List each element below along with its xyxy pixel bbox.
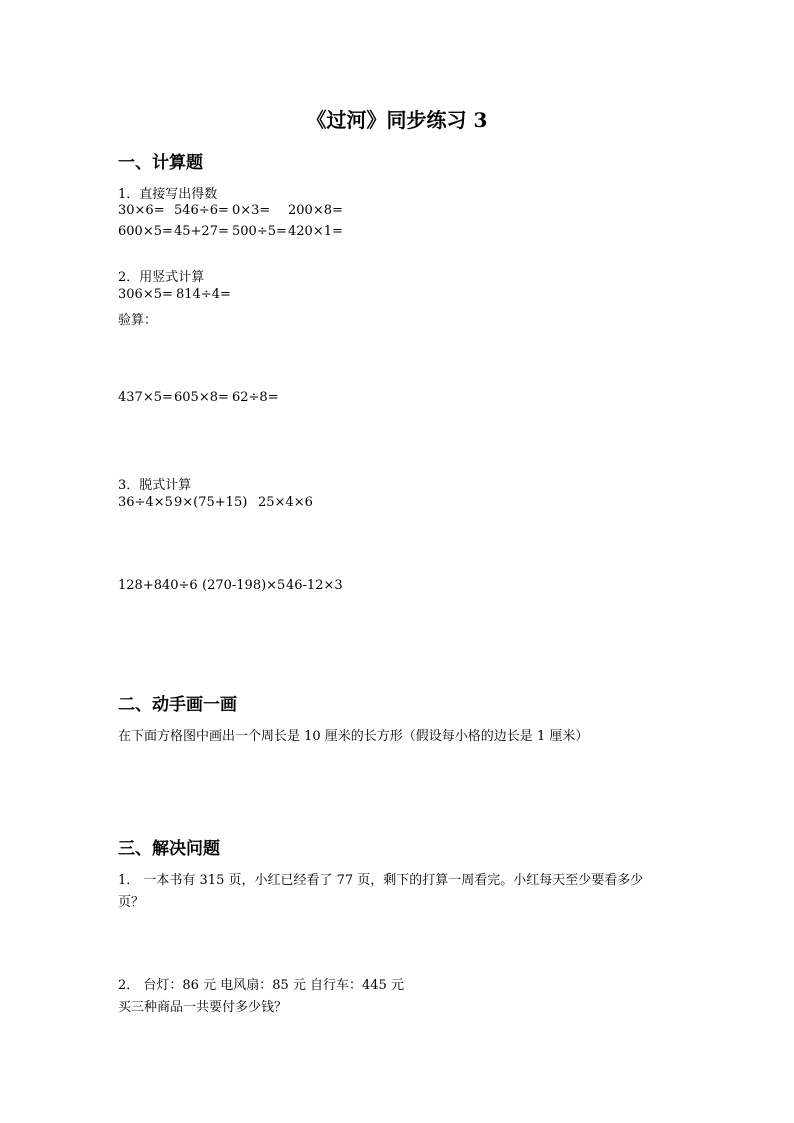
problem-1-line-2: 页？ [118,895,145,910]
expression: 45+27= [174,224,229,239]
q1-row-1 [118,203,343,218]
q2-label: 2．用竖式计算 [118,270,205,285]
q1-label: 1．直接写出得数 [118,187,218,202]
section-heading-calculation: 一、计算题 [118,153,203,173]
expression: 437×5= [118,390,173,405]
check-label: 验算： [118,313,158,328]
section-heading-problems: 三、解决问题 [118,839,220,859]
expression: 46-12×3 [286,578,343,593]
expression: 30×6= [118,203,165,218]
expression: 306×5= [118,287,173,302]
expression: 500÷5= [232,224,287,239]
expression: (270-198)×5 [202,578,286,593]
q3-row-1 [118,495,313,510]
expression: 814÷4= [176,287,231,302]
expression: 128+840÷6 [118,578,198,593]
expression: 0×3= [232,203,271,218]
drawing-instruction: 在下面方格图中画出一个周长是 10 厘米的长方形（假设每小格的边长是 1 厘米） [118,729,589,744]
problem-2-line-1: 2． 台灯：86 元 电风扇：85 元 自行车：445 元 [118,978,404,993]
q2-row-1 [118,287,231,302]
expression: 605×8= [174,390,229,405]
expression: 36÷4×5 [118,495,173,510]
expression: 420×1= [288,224,343,239]
page-title: 《过河》同步练习 3 [306,108,488,132]
q1-row-2 [118,224,343,239]
expression: 62÷8= [232,390,279,405]
expression: 546÷6= [174,203,229,218]
expression: 9×(75+15) [174,495,248,510]
expression: 25×4×6 [258,495,313,510]
expression: 200×8= [288,203,343,218]
q3-row-2 [118,578,343,593]
section-heading-drawing: 二、动手画一画 [118,695,237,715]
q2-row-2 [118,390,279,405]
q3-label: 3．脱式计算 [118,478,192,493]
expression: 600×5= [118,224,173,239]
problem-2-line-2: 买三种商品一共要付多少钱？ [118,1000,288,1015]
problem-1-line-1: 1． 一本书有 315 页，小红已经看了 77 页，剩下的打算一周看完。小红每天至少要看多少 [118,873,644,888]
